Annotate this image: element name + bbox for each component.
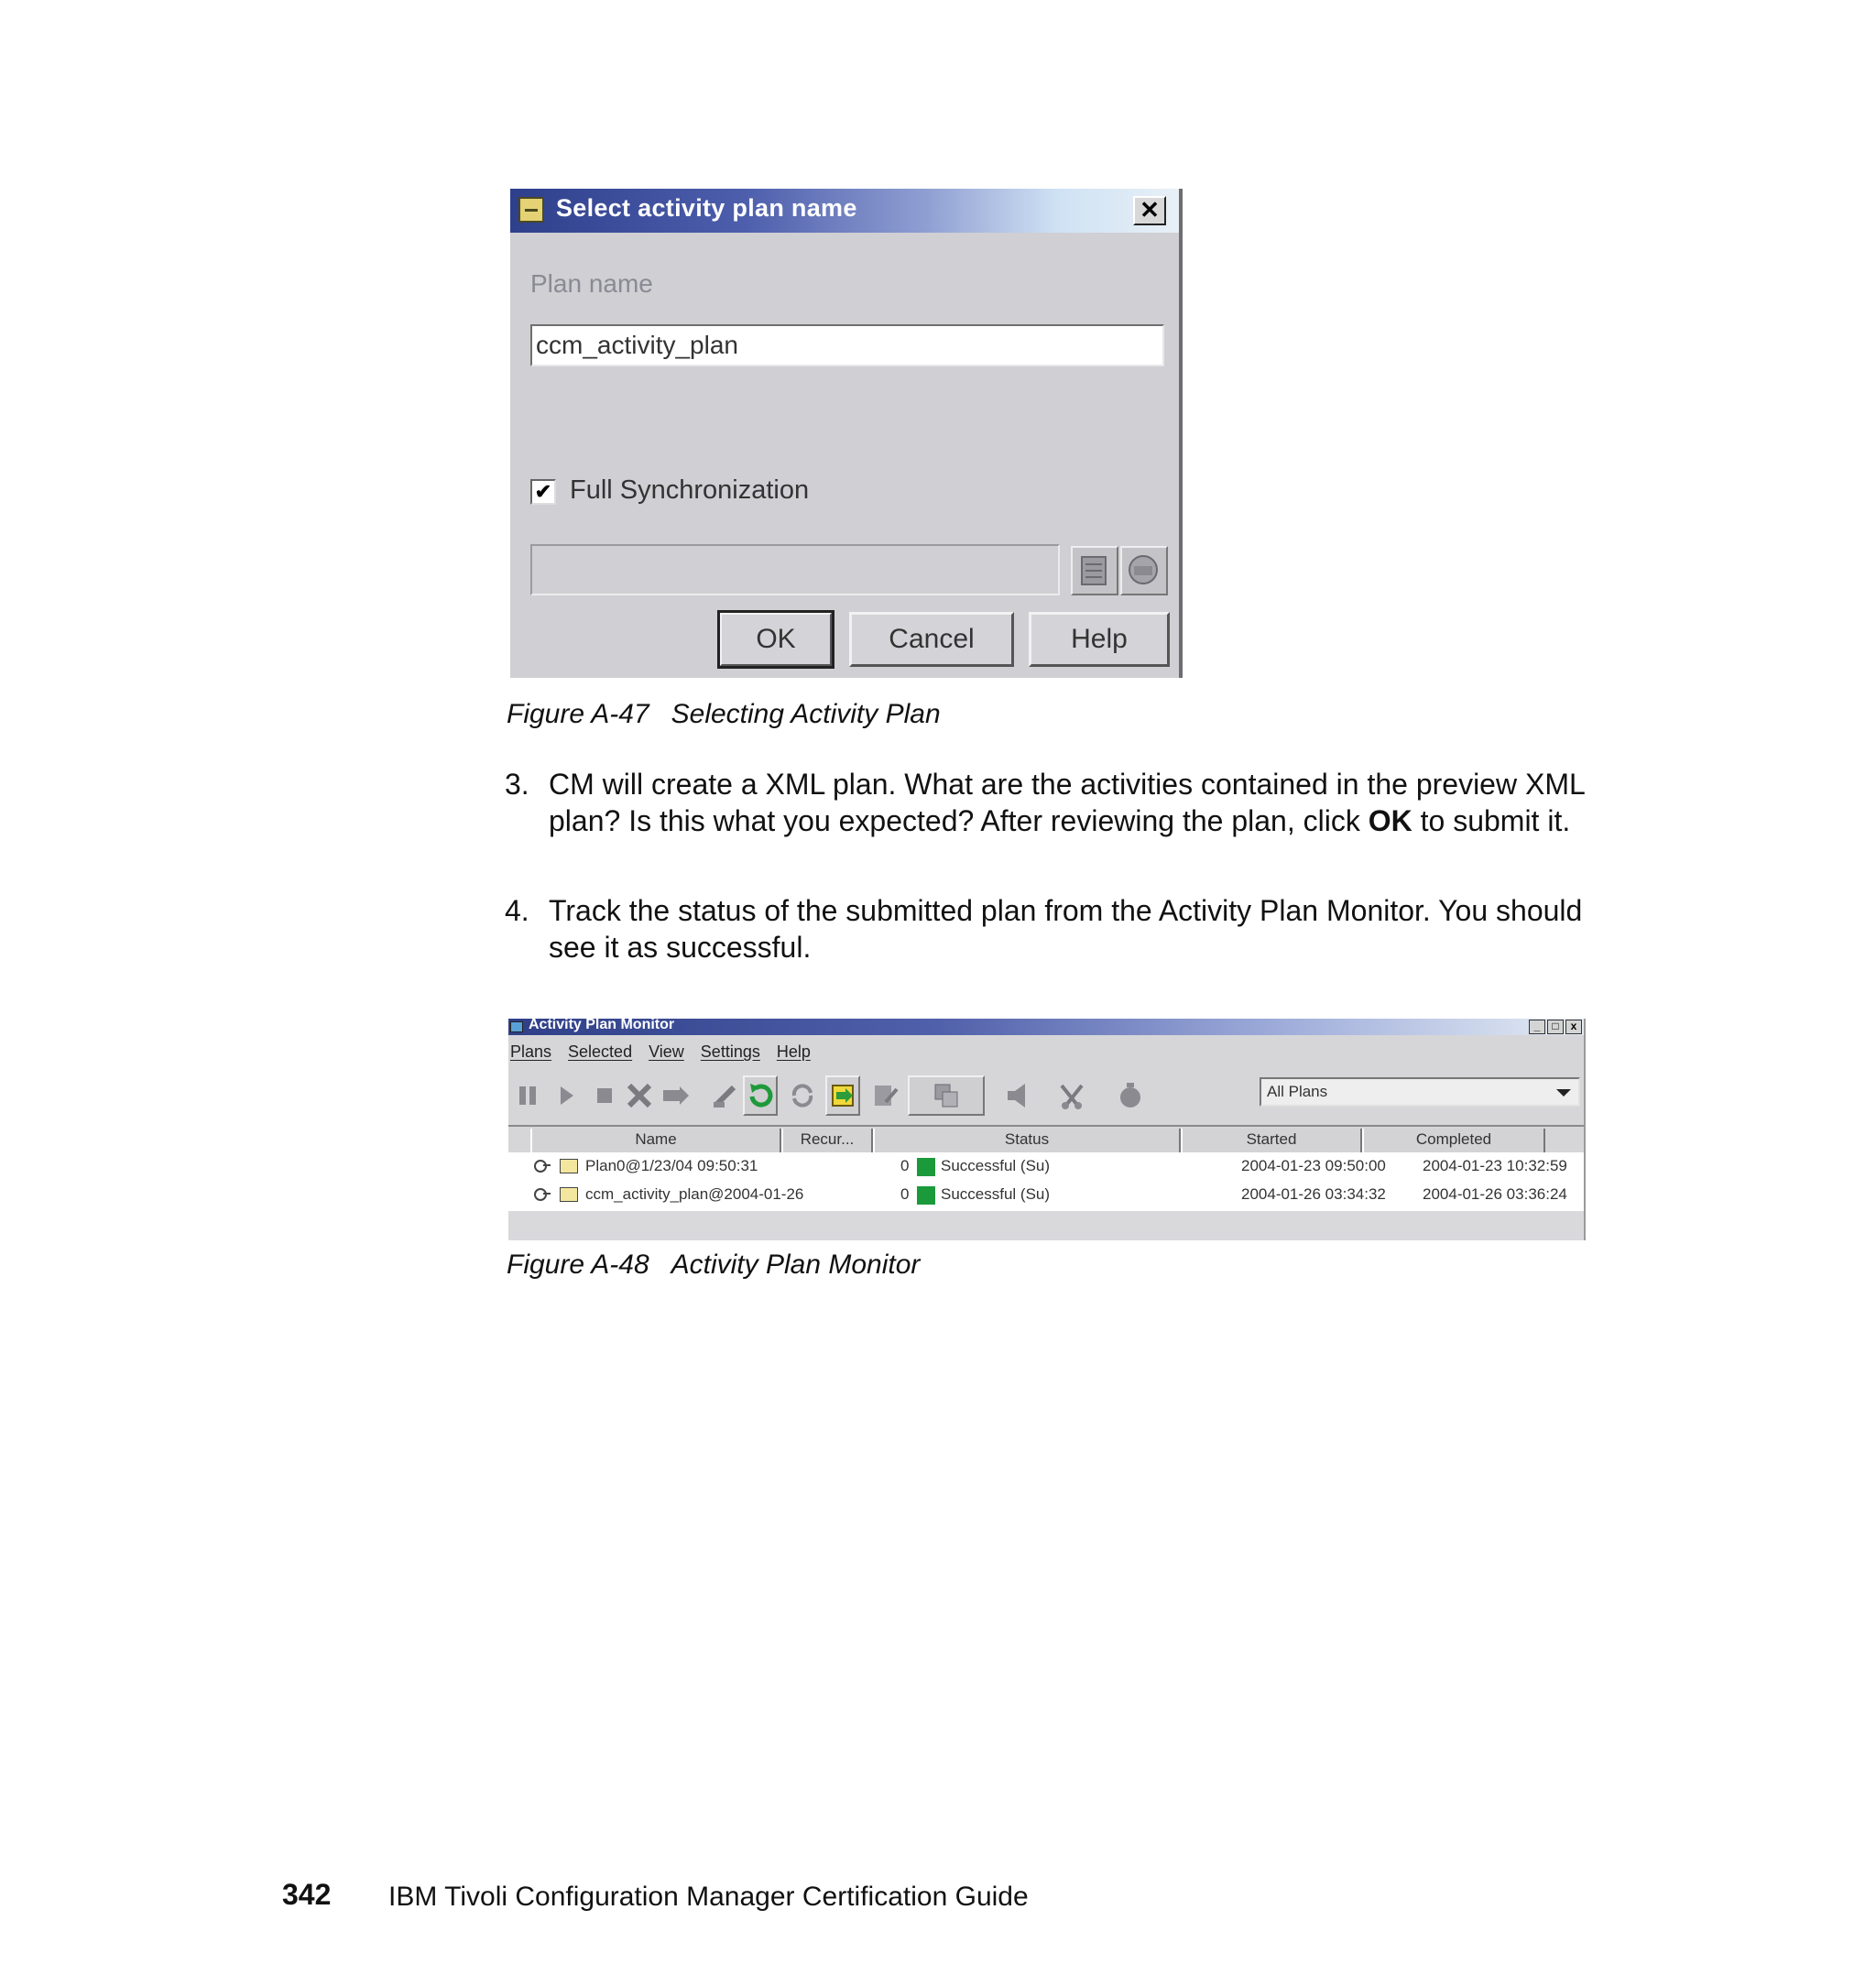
select-activity-plan-dialog <box>510 189 1183 678</box>
forward-icon[interactable] <box>659 1075 693 1116</box>
plan-filter-select[interactable] <box>1260 1077 1580 1107</box>
step-text: Track the status of the submitted plan from the Activity Plan Monitor. You should see it as successful. <box>549 894 1583 964</box>
recur-cell: 0 <box>900 1157 910 1174</box>
timer-icon[interactable] <box>1113 1075 1148 1116</box>
figure-title: Activity Plan Monitor <box>671 1249 921 1280</box>
column-header-name[interactable]: Name <box>530 1129 781 1152</box>
status-cell: Successful (Su) <box>941 1185 1051 1203</box>
menu-bar <box>510 1042 827 1066</box>
activity-plan-monitor-window <box>508 1019 1586 1240</box>
full-synchronization-checkbox[interactable]: ✔ <box>530 479 556 505</box>
ok-emphasis: OK <box>1368 804 1412 837</box>
dialog-title-bar <box>510 189 1179 233</box>
table-row[interactable] <box>508 1181 1584 1208</box>
dialog-title: Select activity plan name <box>556 194 857 222</box>
calendar-icon[interactable] <box>1071 546 1118 595</box>
monitor-title: Activity Plan Monitor <box>529 1017 675 1032</box>
refresh-green-icon[interactable] <box>743 1075 778 1116</box>
menu-selected[interactable]: Selected <box>568 1042 633 1061</box>
step-text-part: CM will create a XML plan. What are the activities contained in the preview XML plan? Is this what you expected? After reviewing the plan, click <box>549 768 1585 837</box>
step-3 <box>505 766 1595 839</box>
play-icon[interactable] <box>549 1075 584 1116</box>
app-window-icon <box>518 197 544 223</box>
full-synchronization-label: Full Synchronization <box>570 475 810 505</box>
figure-title: Selecting Activity Plan <box>671 699 941 729</box>
monitor-status-area <box>508 1211 1584 1240</box>
plan-name-cell: ccm_activity_plan@2004-01-26 <box>585 1185 804 1203</box>
copy-icon[interactable] <box>908 1075 985 1116</box>
started-cell: 2004-01-23 09:50:00 <box>1241 1157 1386 1174</box>
plan-name-label: Plan name <box>530 269 653 298</box>
column-header-status[interactable]: Status <box>873 1129 1181 1152</box>
plan-name-cell: Plan0@1/23/04 09:50:31 <box>585 1157 758 1174</box>
step-text <box>549 766 1595 839</box>
status-success-icon <box>917 1158 935 1176</box>
app-window-icon <box>510 1021 523 1032</box>
help-button[interactable]: Help <box>1029 612 1170 667</box>
import-yellow-icon[interactable] <box>825 1075 860 1116</box>
book-title: IBM Tivoli Configuration Manager Certification Guide <box>388 1882 1029 1912</box>
pen-icon[interactable] <box>708 1075 743 1116</box>
table-header <box>508 1125 1584 1151</box>
speaker-icon[interactable] <box>1001 1075 1036 1116</box>
close-icon[interactable]: x <box>1565 1020 1582 1034</box>
close-icon[interactable]: ✕ <box>1133 196 1166 225</box>
completed-cell: 2004-01-23 10:32:59 <box>1423 1157 1567 1174</box>
column-header-started[interactable]: Started <box>1181 1129 1362 1152</box>
status-success-icon <box>917 1186 935 1205</box>
started-cell: 2004-01-26 03:34:32 <box>1241 1185 1386 1203</box>
step-number: 3. <box>505 768 529 801</box>
ok-button[interactable]: OK <box>719 612 833 667</box>
step-4 <box>505 892 1595 966</box>
stop-icon[interactable] <box>587 1075 622 1116</box>
figure-a48-caption <box>507 1249 920 1281</box>
status-cell: Successful (Su) <box>941 1157 1051 1174</box>
figure-a47-caption <box>507 699 941 730</box>
minimize-icon[interactable]: _ <box>1529 1020 1545 1034</box>
completed-cell: 2004-01-26 03:36:24 <box>1423 1185 1567 1203</box>
folder-icon <box>560 1187 578 1202</box>
page-number: 342 <box>282 1878 332 1911</box>
column-header-recur[interactable]: Recur... <box>781 1129 873 1152</box>
clock-icon[interactable] <box>1120 546 1168 595</box>
monitor-title-bar <box>508 1019 1584 1035</box>
tree-connector-icon <box>534 1160 549 1171</box>
column-header-completed[interactable]: Completed <box>1362 1129 1545 1152</box>
figure-number: Figure A-47 <box>507 699 649 729</box>
tree-connector-icon <box>534 1188 549 1199</box>
table-row[interactable] <box>508 1152 1584 1180</box>
chevron-down-icon <box>1556 1089 1571 1097</box>
sync-icon[interactable] <box>785 1075 820 1116</box>
figure-number: Figure A-48 <box>507 1249 649 1280</box>
edit-icon[interactable] <box>867 1075 902 1116</box>
plan-table-body <box>508 1152 1584 1211</box>
menu-view[interactable]: View <box>649 1042 684 1061</box>
step-text-part: to submit it. <box>1412 804 1571 837</box>
pause-icon[interactable] <box>510 1075 545 1116</box>
start-date-field[interactable] <box>530 544 1060 595</box>
menu-help[interactable]: Help <box>776 1042 811 1061</box>
step-number: 4. <box>505 894 529 927</box>
recur-cell: 0 <box>900 1185 910 1203</box>
plan-name-input[interactable] <box>530 324 1164 366</box>
folder-icon <box>560 1159 578 1173</box>
menu-plans[interactable]: Plans <box>510 1042 552 1061</box>
cut-icon[interactable] <box>1054 1075 1089 1116</box>
plan-filter-value: All Plans <box>1267 1083 1328 1100</box>
cancel-x-icon[interactable] <box>622 1075 657 1116</box>
menu-settings[interactable]: Settings <box>700 1042 760 1061</box>
maximize-icon[interactable]: □ <box>1547 1020 1564 1034</box>
cancel-button[interactable]: Cancel <box>849 612 1014 667</box>
